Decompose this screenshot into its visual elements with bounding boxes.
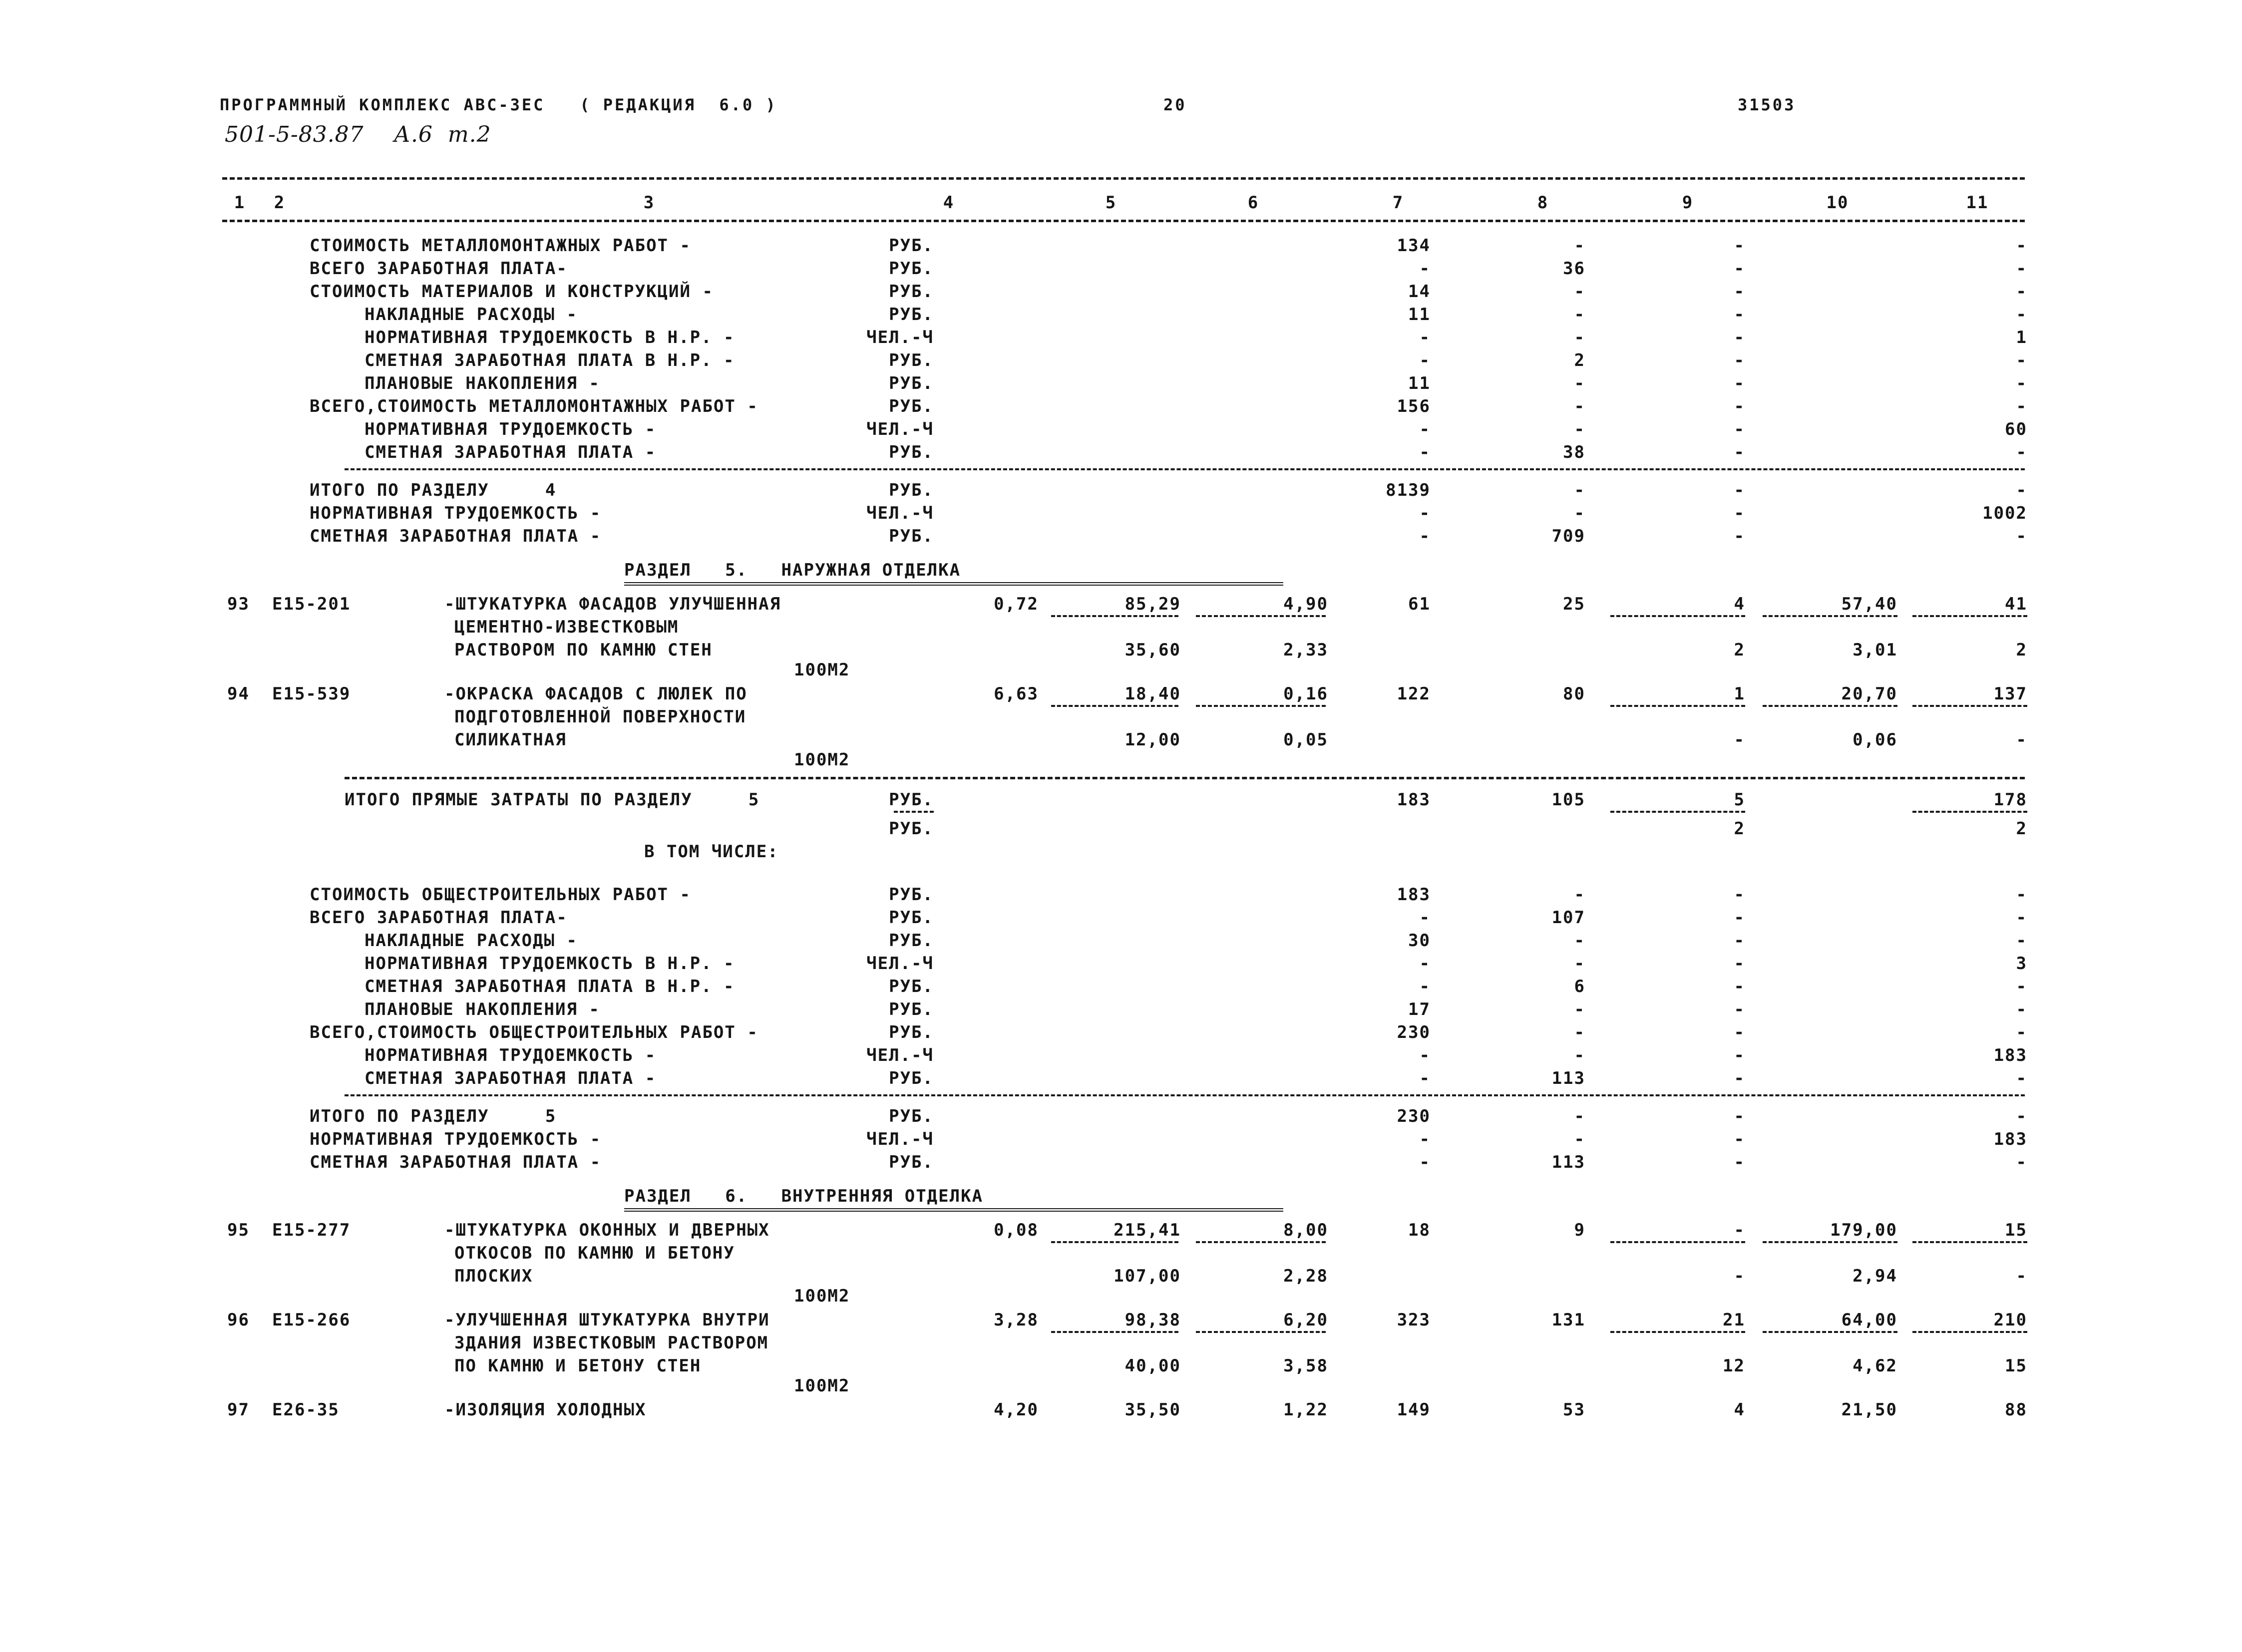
- section6-item-quantity: 0,08: [994, 1220, 1039, 1240]
- metal-works-row-label: НАКЛАДНЫЕ РАСХОДЫ -: [365, 305, 578, 325]
- section5-item-unit-cost-sub: 12,00: [1124, 730, 1181, 750]
- section5-breakdown-row-unit: РУБ.: [889, 908, 934, 928]
- section6-item-unit-cost-sub: 40,00: [1124, 1356, 1181, 1376]
- section5-total-row-col7: -: [1419, 1129, 1431, 1149]
- column-header-8: 8: [1537, 193, 1549, 213]
- section5-total-row-col11: -: [2016, 1152, 2027, 1172]
- section6-item-total-wage: 9: [1574, 1220, 1585, 1240]
- metal-works-row-col9: -: [1734, 282, 1745, 302]
- section6-item-number: 96: [227, 1310, 250, 1330]
- metal-works-row-label: НОРМАТИВНАЯ ТРУДОЕМКОСТЬ -: [365, 419, 657, 439]
- section5-breakdown-row-col8: -: [1574, 999, 1585, 1019]
- metal-works-row-col7: 156: [1397, 396, 1431, 416]
- section5-item-col11: 137: [1993, 684, 2027, 704]
- section6-last-description: -ИЗОЛЯЦИЯ ХОЛОДНЫХ: [444, 1400, 647, 1420]
- section6-last-col10: 21,50: [1841, 1400, 1897, 1420]
- section5-breakdown-row-unit: РУБ.: [889, 1068, 934, 1088]
- section6-item-number: 95: [227, 1220, 250, 1240]
- section6-item-sub-rule: [1912, 1331, 2027, 1333]
- section5-direct-sub-rule: [1610, 811, 1745, 813]
- section6-item-col11-sub: 15: [2005, 1356, 2027, 1376]
- section5-breakdown-row-label: СМЕТНАЯ ЗАРАБОТНАЯ ПЛАТА -: [365, 1068, 657, 1088]
- metal-works-row-unit: РУБ.: [889, 396, 934, 416]
- section5-direct-col8: 105: [1551, 790, 1585, 810]
- handwritten-reference: 501-5-83.87 А.6 т.2: [225, 122, 491, 147]
- section5-breakdown-row-unit: РУБ.: [889, 977, 934, 996]
- section5-item-col11: 41: [2005, 594, 2027, 614]
- section6-item-col10-sub: 4,62: [1853, 1356, 1897, 1376]
- metal-works-row-unit: РУБ.: [889, 236, 934, 256]
- section6-item-total-cost: 18: [1408, 1220, 1431, 1240]
- section5-item-description: СИЛИКАТНАЯ: [454, 730, 567, 750]
- section4-total-row-col8: 709: [1551, 526, 1585, 546]
- section6-title-underline: [624, 1208, 1283, 1212]
- section6-item-unit: 100М2: [794, 1286, 850, 1306]
- metal-works-row-label: СМЕТНАЯ ЗАРАБОТНАЯ ПЛАТА -: [365, 442, 657, 462]
- metal-works-row-col7: -: [1419, 328, 1431, 347]
- metal-works-row-col11: -: [2016, 259, 2027, 279]
- metal-works-row-col9: -: [1734, 442, 1745, 462]
- section5-breakdown-row-unit: РУБ.: [889, 931, 934, 951]
- section6-item-sub-rule: [1763, 1241, 1897, 1243]
- section4-total-row-col7: 8139: [1386, 480, 1431, 500]
- section5-breakdown-row-col7: 17: [1408, 999, 1431, 1019]
- section6-item-col10-sub: 2,94: [1853, 1266, 1897, 1286]
- metal-works-row-unit: РУБ.: [889, 282, 934, 302]
- table-top-rule: [222, 177, 2025, 180]
- section5-breakdown-row-col11: -: [2016, 977, 2027, 996]
- page-number: 20: [1163, 95, 1187, 114]
- section6-item-wage-rate: 8,00: [1283, 1220, 1328, 1240]
- metal-works-row-col9: -: [1734, 350, 1745, 370]
- section6-last-quantity: 4,20: [994, 1400, 1039, 1420]
- section5-direct-col11-sub: 2: [2016, 819, 2027, 839]
- section6-item-description: -УЛУЧШЕННАЯ ШТУКАТУРКА ВНУТРИ: [444, 1310, 770, 1330]
- section5-breakdown-row-col11: -: [2016, 1022, 2027, 1042]
- section5-total-row-col7: -: [1419, 1152, 1431, 1172]
- section6-item-col9-sub: 12: [1723, 1356, 1745, 1376]
- metal-works-row-col8: -: [1574, 328, 1585, 347]
- section5-total-row-label: НОРМАТИВНАЯ ТРУДОЕМКОСТЬ -: [310, 1129, 602, 1149]
- section5-item-col9-sub: -: [1734, 730, 1745, 750]
- section5-direct-sub-rule: [1912, 811, 2027, 813]
- metal-works-row-col8: -: [1574, 373, 1585, 393]
- metal-works-row-unit: РУБ.: [889, 350, 934, 370]
- section4-total-row-col9: -: [1734, 503, 1745, 523]
- section5-breakdown-row-col9: -: [1734, 977, 1745, 996]
- metal-works-row-col7: 14: [1408, 282, 1431, 302]
- section5-direct-col11: 178: [1993, 790, 2027, 810]
- section4-total-row-label: НОРМАТИВНАЯ ТРУДОЕМКОСТЬ -: [310, 503, 602, 523]
- section4-total-row-col8: -: [1574, 503, 1585, 523]
- section6-item-description: ПО КАМНЮ И БЕТОНУ СТЕН: [454, 1356, 702, 1376]
- section6-item-wage-rate-sub: 3,58: [1283, 1356, 1328, 1376]
- metal-works-row-col11: 1: [2016, 328, 2027, 347]
- section6-item-code: Е15-266: [272, 1310, 351, 1330]
- section5-total-row-col9: -: [1734, 1129, 1745, 1149]
- section5-breakdown-row-unit: ЧЕЛ.-Ч: [866, 954, 934, 974]
- section5-breakdown-row-col7: -: [1419, 908, 1431, 928]
- section5-breakdown-row-col7: -: [1419, 954, 1431, 974]
- section5-item-col10: 20,70: [1841, 684, 1897, 704]
- section5-direct-col9: 5: [1734, 790, 1745, 810]
- section5-breakdown-row-col7: 230: [1397, 1022, 1431, 1042]
- section6-item-sub-rule: [1610, 1241, 1745, 1243]
- column-header-10: 10: [1826, 193, 1849, 213]
- section5-breakdown-row-col11: -: [2016, 931, 2027, 951]
- section5-item-col9-sub: 2: [1734, 640, 1745, 660]
- metal-works-row-label: НОРМАТИВНАЯ ТРУДОЕМКОСТЬ В Н.Р. -: [365, 328, 735, 347]
- section5-item-wage-rate-sub: 0,05: [1283, 730, 1328, 750]
- section5-item-description: РАСТВОРОМ ПО КАМНЮ СТЕН: [454, 640, 713, 660]
- metal-works-row-col7: 11: [1408, 373, 1431, 393]
- section5-item-description: ПОДГОТОВЛЕННОЙ ПОВЕРХНОСТИ: [454, 707, 747, 727]
- section5-direct-col7: 183: [1397, 790, 1431, 810]
- section5-total-row-unit: ЧЕЛ.-Ч: [866, 1129, 934, 1149]
- section5-total-row-col9: -: [1734, 1152, 1745, 1172]
- section5-breakdown-row-col8: -: [1574, 885, 1585, 905]
- metal-works-row-col8: -: [1574, 419, 1585, 439]
- section4-total-row-unit: РУБ.: [889, 526, 934, 546]
- metal-works-row-col8: 2: [1574, 350, 1585, 370]
- column-header-5: 5: [1105, 193, 1117, 213]
- section6-last-unit-cost: 35,50: [1124, 1400, 1181, 1420]
- section5-breakdown-row-col7: -: [1419, 977, 1431, 996]
- section5-item-col9: 1: [1734, 684, 1745, 704]
- section6-last-wage-rate: 1,22: [1283, 1400, 1328, 1420]
- section5-item-col10-sub: 0,06: [1853, 730, 1897, 750]
- section6-item-col11-sub: -: [2016, 1266, 2027, 1286]
- section5-breakdown-row-col9: -: [1734, 954, 1745, 974]
- section5-item-col10: 57,40: [1841, 594, 1897, 614]
- section5-breakdown-row-col11: -: [2016, 885, 2027, 905]
- metal-works-row-label: ВСЕГО,СТОИМОСТЬ МЕТАЛЛОМОНТАЖНЫХ РАБОТ -: [310, 396, 758, 416]
- section6-item-description: ПЛОСКИХ: [454, 1266, 533, 1286]
- metal-works-row-col9: -: [1734, 259, 1745, 279]
- section5-item-unit-cost: 85,29: [1124, 594, 1181, 614]
- section5-item-wage-rate: 0,16: [1283, 684, 1328, 704]
- section5-breakdown-row-col8: 113: [1551, 1068, 1585, 1088]
- metal-works-row-unit: РУБ.: [889, 442, 934, 462]
- metal-works-row-col11: -: [2016, 442, 2027, 462]
- metal-works-row-unit: РУБ.: [889, 305, 934, 325]
- section6-last-code: Е26-35: [272, 1400, 340, 1420]
- metal-works-row-unit: ЧЕЛ.-Ч: [866, 328, 934, 347]
- section5-breakdown-row-col11: -: [2016, 908, 2027, 928]
- metal-works-row-col11: 60: [2005, 419, 2027, 439]
- section6-item-col10: 179,00: [1830, 1220, 1897, 1240]
- section5-item-total-cost: 61: [1408, 594, 1431, 614]
- section5-item-unit-cost-sub: 35,60: [1124, 640, 1181, 660]
- section5-breakdown-row-col9: -: [1734, 999, 1745, 1019]
- section5-item-unit: 100М2: [794, 660, 850, 680]
- metal-works-row-col11: -: [2016, 396, 2027, 416]
- metal-works-row-col11: -: [2016, 236, 2027, 256]
- section5-item-description: -ШТУКАТУРКА ФАСАДОВ УЛУЧШЕННАЯ: [444, 594, 781, 614]
- section6-item-sub-rule: [1610, 1331, 1745, 1333]
- column-header-1: 1: [234, 193, 246, 213]
- section6-item-sub-rule: [1763, 1331, 1897, 1333]
- section6-item-total-wage: 131: [1551, 1310, 1585, 1330]
- section5-item-code: Е15-539: [272, 684, 351, 704]
- block1-rule: [345, 468, 2025, 470]
- section5-breakdown-row-col11: 183: [1993, 1045, 2027, 1065]
- section5-item-wage-rate: 4,90: [1283, 594, 1328, 614]
- metal-works-row-col11: -: [2016, 305, 2027, 325]
- metal-works-row-col9: -: [1734, 396, 1745, 416]
- metal-works-row-col8: -: [1574, 282, 1585, 302]
- section5-item-col11-sub: 2: [2016, 640, 2027, 660]
- section5-item-col11-sub: -: [2016, 730, 2027, 750]
- section6-item-unit-cost-sub: 107,00: [1114, 1266, 1181, 1286]
- section5-breakdown-row-col9: -: [1734, 1045, 1745, 1065]
- section5-direct-unit2: РУБ.: [889, 819, 934, 839]
- section5-breakdown-row-label: ВСЕГО,СТОИМОСТЬ ОБЩЕСТРОИТЕЛЬНЫХ РАБОТ -: [310, 1022, 758, 1042]
- section4-total-row-col9: -: [1734, 480, 1745, 500]
- section5-item-sub-rule: [1763, 615, 1897, 617]
- section5-breakdown-row-col7: -: [1419, 1045, 1431, 1065]
- section6-item-unit-cost: 98,38: [1124, 1310, 1181, 1330]
- metal-works-row-label: СТОИМОСТЬ МАТЕРИАЛОВ И КОНСТРУКЦИЙ -: [310, 282, 714, 302]
- section6-last-col11: 88: [2005, 1400, 2027, 1420]
- metal-works-row-col7: -: [1419, 419, 1431, 439]
- metal-works-row-col8: -: [1574, 305, 1585, 325]
- metal-works-row-col7: -: [1419, 350, 1431, 370]
- section6-item-quantity: 3,28: [994, 1310, 1039, 1330]
- section5-breakdown-row-label: НАКЛАДНЫЕ РАСХОДЫ -: [365, 931, 578, 951]
- section4-total-row-col7: -: [1419, 526, 1431, 546]
- metal-works-row-col8: -: [1574, 396, 1585, 416]
- section5-breakdown-row-col8: -: [1574, 954, 1585, 974]
- section5-breakdown-row-unit: ЧЕЛ.-Ч: [866, 1045, 934, 1065]
- section4-total-row-col7: -: [1419, 503, 1431, 523]
- section6-item-sub-rule: [1196, 1241, 1326, 1243]
- column-header-2: 2: [274, 193, 286, 213]
- section5-breakdown-row-col8: -: [1574, 1022, 1585, 1042]
- section5-total-row-unit: РУБ.: [889, 1152, 934, 1172]
- section5-item-sub-rule: [1051, 705, 1178, 707]
- section5-item-total-cost: 122: [1397, 684, 1431, 704]
- metal-works-row-col9: -: [1734, 305, 1745, 325]
- metal-works-row-col11: -: [2016, 282, 2027, 302]
- section6-item-col9-sub: -: [1734, 1266, 1745, 1286]
- metal-works-row-col7: 11: [1408, 305, 1431, 325]
- section5-item-sub-rule: [1912, 705, 2027, 707]
- section6-last-col9: 4: [1734, 1400, 1745, 1420]
- section5-item-quantity: 6,63: [994, 684, 1039, 704]
- section5-total-row-col11: 183: [1993, 1129, 2027, 1149]
- column-header-6: 6: [1247, 193, 1259, 213]
- column-header-4: 4: [943, 193, 955, 213]
- section5-total-row-label: ИТОГО ПО РАЗДЕЛУ 5: [310, 1106, 557, 1126]
- section5-direct-label: ИТОГО ПРЯМЫЕ ЗАТРАТЫ ПО РАЗДЕЛУ 5: [345, 790, 760, 810]
- section5-item-col10-sub: 3,01: [1853, 640, 1897, 660]
- column-header-7: 7: [1392, 193, 1404, 213]
- column-header-11: 11: [1966, 193, 1989, 213]
- section4-total-row-label: СМЕТНАЯ ЗАРАБОТНАЯ ПЛАТА -: [310, 526, 602, 546]
- section5-item-sub-rule: [1051, 615, 1178, 617]
- section6-item-description: -ШТУКАТУРКА ОКОННЫХ И ДВЕРНЫХ: [444, 1220, 770, 1240]
- section4-total-row-label: ИТОГО ПО РАЗДЕЛУ 4: [310, 480, 557, 500]
- section5-item-sub-rule: [1196, 705, 1326, 707]
- section5-item-sub-rule: [1610, 615, 1745, 617]
- section5-breakdown-row-label: СТОИМОСТЬ ОБЩЕСТРОИТЕЛЬНЫХ РАБОТ -: [310, 885, 691, 905]
- metal-works-row-col9: -: [1734, 236, 1745, 256]
- section5-breakdown-row-unit: РУБ.: [889, 999, 934, 1019]
- section6-item-sub-rule: [1196, 1331, 1326, 1333]
- section5-total-row-unit: РУБ.: [889, 1106, 934, 1126]
- metal-works-row-col9: -: [1734, 419, 1745, 439]
- section5-breakdown-row-col7: 30: [1408, 931, 1431, 951]
- section5-breakdown-row-col11: -: [2016, 1068, 2027, 1088]
- document-code: 31503: [1738, 95, 1796, 114]
- section6-item-col11: 210: [1993, 1310, 2027, 1330]
- metal-works-row-unit: РУБ.: [889, 259, 934, 279]
- section6-item-wage-rate-sub: 2,28: [1283, 1266, 1328, 1286]
- section4-total-row-unit: ЧЕЛ.-Ч: [866, 503, 934, 523]
- section5-breakdown-row-col8: 107: [1551, 908, 1585, 928]
- section5-title: РАЗДЕЛ 5. НАРУЖНАЯ ОТДЕЛКА: [624, 560, 961, 580]
- section6-item-description: ЗДАНИЯ ИЗВЕСТКОВЫМ РАСТВОРОМ: [454, 1333, 769, 1353]
- section5-breakdown-row-col11: -: [2016, 999, 2027, 1019]
- section5-breakdown-row-unit: РУБ.: [889, 885, 934, 905]
- section6-item-description: ОТКОСОВ ПО КАМНЮ И БЕТОНУ: [454, 1243, 735, 1263]
- metal-works-row-col8: 38: [1563, 442, 1585, 462]
- section5-breakdown-row-col9: -: [1734, 1022, 1745, 1042]
- section5-breakdown-row-label: ПЛАНОВЫЕ НАКОПЛЕНИЯ -: [365, 999, 600, 1019]
- section5-item-total-wage: 25: [1563, 594, 1585, 614]
- section5-direct-unit: РУБ.: [889, 790, 934, 810]
- section5-direct-sub-rule: [894, 811, 934, 813]
- section5-title-underline: [624, 582, 1283, 586]
- section5-breakdown-row-col8: -: [1574, 1045, 1585, 1065]
- section4-total-row-col11: 1002: [1982, 503, 2027, 523]
- section5-including-label: В ТОМ ЧИСЛЕ:: [644, 842, 779, 862]
- section6-item-sub-rule: [1051, 1241, 1178, 1243]
- section5-direct-rule: [345, 777, 2025, 779]
- section5-item-wage-rate-sub: 2,33: [1283, 640, 1328, 660]
- section6-item-col9: 21: [1723, 1310, 1745, 1330]
- section6-item-sub-rule: [1912, 1241, 2027, 1243]
- section5-total-row-col8: -: [1574, 1106, 1585, 1126]
- section5-breakdown-row-col9: -: [1734, 931, 1745, 951]
- section5-direct-col9-sub: 2: [1734, 819, 1745, 839]
- section5-item-unit: 100М2: [794, 750, 850, 770]
- section5-item-col9: 4: [1734, 594, 1745, 614]
- section5-breakdown-row-label: ВСЕГО ЗАРАБОТНАЯ ПЛАТА-: [310, 908, 568, 928]
- section4-total-row-unit: РУБ.: [889, 480, 934, 500]
- metal-works-row-label: СТОИМОСТЬ МЕТАЛЛОМОНТАЖНЫХ РАБОТ -: [310, 236, 691, 256]
- section5-total-row-label: СМЕТНАЯ ЗАРАБОТНАЯ ПЛАТА -: [310, 1152, 602, 1172]
- section6-item-col10: 64,00: [1841, 1310, 1897, 1330]
- column-header-9: 9: [1682, 193, 1694, 213]
- section5-item-unit-cost: 18,40: [1124, 684, 1181, 704]
- section5-item-total-wage: 80: [1563, 684, 1585, 704]
- metal-works-row-col7: -: [1419, 259, 1431, 279]
- section5-breakdown-row-col9: -: [1734, 1068, 1745, 1088]
- section6-item-unit-cost: 215,41: [1114, 1220, 1181, 1240]
- section6-item-total-cost: 323: [1397, 1310, 1431, 1330]
- section5-item-sub-rule: [1912, 615, 2027, 617]
- metal-works-row-label: СМЕТНАЯ ЗАРАБОТНАЯ ПЛАТА В Н.Р. -: [365, 350, 735, 370]
- section6-title: РАЗДЕЛ 6. ВНУТРЕННЯЯ ОТДЕЛКА: [624, 1186, 984, 1206]
- section5-item-code: Е15-201: [272, 594, 351, 614]
- column-header-rule: [222, 220, 2025, 222]
- section4-total-row-col11: -: [2016, 480, 2027, 500]
- section6-last-total-cost: 149: [1397, 1400, 1431, 1420]
- metal-works-row-col8: -: [1574, 236, 1585, 256]
- section6-item-sub-rule: [1051, 1331, 1178, 1333]
- section4-total-row-col11: -: [2016, 526, 2027, 546]
- section5-breakdown-row-col7: 183: [1397, 885, 1431, 905]
- section5-item-number: 93: [227, 594, 250, 614]
- section5-breakdown-row-label: НОРМАТИВНАЯ ТРУДОЕМКОСТЬ В Н.Р. -: [365, 954, 735, 974]
- section5-total-row-col11: -: [2016, 1106, 2027, 1126]
- metal-works-row-col7: -: [1419, 442, 1431, 462]
- section4-total-row-col8: -: [1574, 480, 1585, 500]
- section6-item-col9: -: [1734, 1220, 1745, 1240]
- section5-total-row-col7: 230: [1397, 1106, 1431, 1126]
- program-header: ПРОГРАММНЫЙ КОМПЛЕКС АВС-3ЕС ( РЕДАКЦИЯ 6.0 ): [220, 95, 777, 114]
- metal-works-row-col11: -: [2016, 373, 2027, 393]
- section6-last-total-wage: 53: [1563, 1400, 1585, 1420]
- section4-total-row-col9: -: [1734, 526, 1745, 546]
- section5-breakdown-row-col7: -: [1419, 1068, 1431, 1088]
- section5-total-row-col8: 113: [1551, 1152, 1585, 1172]
- section5-item-sub-rule: [1763, 705, 1897, 707]
- metal-works-row-label: ВСЕГО ЗАРАБОТНАЯ ПЛАТА-: [310, 259, 568, 279]
- section5-breakdown-row-label: СМЕТНАЯ ЗАРАБОТНАЯ ПЛАТА В Н.Р. -: [365, 977, 735, 996]
- section5-total-row-col9: -: [1734, 1106, 1745, 1126]
- metal-works-row-unit: ЧЕЛ.-Ч: [866, 419, 934, 439]
- column-header-3: 3: [643, 193, 655, 213]
- section5-breakdown-rule: [345, 1094, 2025, 1096]
- section6-item-wage-rate: 6,20: [1283, 1310, 1328, 1330]
- section5-breakdown-row-col9: -: [1734, 908, 1745, 928]
- section5-item-quantity: 0,72: [994, 594, 1039, 614]
- section5-breakdown-row-col9: -: [1734, 885, 1745, 905]
- section5-total-row-col8: -: [1574, 1129, 1585, 1149]
- metal-works-row-col8: 36: [1563, 259, 1585, 279]
- section5-breakdown-row-col8: -: [1574, 931, 1585, 951]
- section5-breakdown-row-col8: 6: [1574, 977, 1585, 996]
- section5-item-sub-rule: [1610, 705, 1745, 707]
- section5-item-description: -ОКРАСКА ФАСАДОВ С ЛЮЛЕК ПО: [444, 684, 747, 704]
- metal-works-row-label: ПЛАНОВЫЕ НАКОПЛЕНИЯ -: [365, 373, 600, 393]
- metal-works-row-col9: -: [1734, 373, 1745, 393]
- section6-item-col11: 15: [2005, 1220, 2027, 1240]
- metal-works-row-col11: -: [2016, 350, 2027, 370]
- section5-item-description: ЦЕМЕНТНО-ИЗВЕСТКОВЫМ: [454, 617, 679, 637]
- section5-item-sub-rule: [1196, 615, 1326, 617]
- section5-breakdown-row-col11: 3: [2016, 954, 2027, 974]
- metal-works-row-col9: -: [1734, 328, 1745, 347]
- metal-works-row-unit: РУБ.: [889, 373, 934, 393]
- section5-breakdown-row-label: НОРМАТИВНАЯ ТРУДОЕМКОСТЬ -: [365, 1045, 657, 1065]
- section6-item-code: Е15-277: [272, 1220, 351, 1240]
- section5-item-number: 94: [227, 684, 250, 704]
- metal-works-row-col7: 134: [1397, 236, 1431, 256]
- section5-breakdown-row-unit: РУБ.: [889, 1022, 934, 1042]
- section6-item-unit: 100М2: [794, 1376, 850, 1396]
- section6-last-number: 97: [227, 1400, 250, 1420]
